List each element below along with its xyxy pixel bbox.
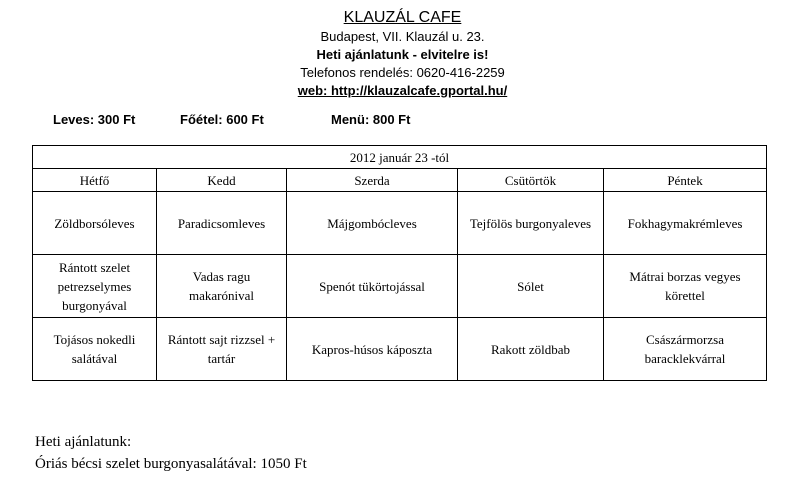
day-header: Csütörtök [458,169,604,192]
menu-cell: Kapros-húsos káposzta [287,318,458,381]
day-header: Szerda [287,169,458,192]
day-header: Hétfő [33,169,157,192]
price-list [0,112,805,128]
menu-cell: Császármorzsa baracklekvárral [604,318,767,381]
menu-start-date: 2012 január 23 -tól [33,146,767,169]
menu-cell: Vadas ragu makarónival [157,255,287,318]
cafe-address: Budapest, VII. Klauzál u. 23. [320,29,485,44]
menu-header [0,8,805,100]
day-header: Péntek [604,169,767,192]
table-row [33,318,767,381]
menu-price: Menü: 800 Ft [331,112,411,127]
menu-cell: Tojásos nokedli salátával [33,318,157,381]
day-header: Kedd [157,169,287,192]
menu-cell: Mátrai borzas vegyes körettel [604,255,767,318]
menu-cell: Májgombócleves [287,192,458,255]
menu-cell: Rántott szelet petrezselymes burgonyával [33,255,157,318]
menu-cell: Sólet [458,255,604,318]
menu-cell: Zöldborsóleves [33,192,157,255]
menu-cell: Fokhagymakrémleves [604,192,767,255]
phone-number: Telefonos rendelés: 0620-416-2259 [300,65,505,80]
menu-cell: Rántott sajt rizzsel + tartár [157,318,287,381]
main-course-price: Főétel: 600 Ft [180,112,264,127]
table-row [33,192,767,255]
menu-cell: Paradicsomleves [157,192,287,255]
weekly-special-label: Heti ajánlatunk: [35,434,132,450]
weekly-menu-table [32,145,767,381]
weekly-special [35,431,307,475]
menu-cell: Tejfölös burgonyaleves [458,192,604,255]
menu-cell: Spenót tükörtojással [287,255,458,318]
menu-cell: Rakott zöldbab [458,318,604,381]
website-link[interactable]: web: http://klauzalcafe.gportal.hu/ [297,83,508,98]
cafe-title: KLAUZÁL CAFE [343,9,462,26]
table-row [33,255,767,318]
soup-price: Leves: 300 Ft [53,112,136,127]
weekly-offer-note: Heti ajánlatunk - elvitelre is! [316,47,489,62]
weekly-special-item: Óriás bécsi szelet burgonyasalátával: 1050 Ft [35,456,307,472]
